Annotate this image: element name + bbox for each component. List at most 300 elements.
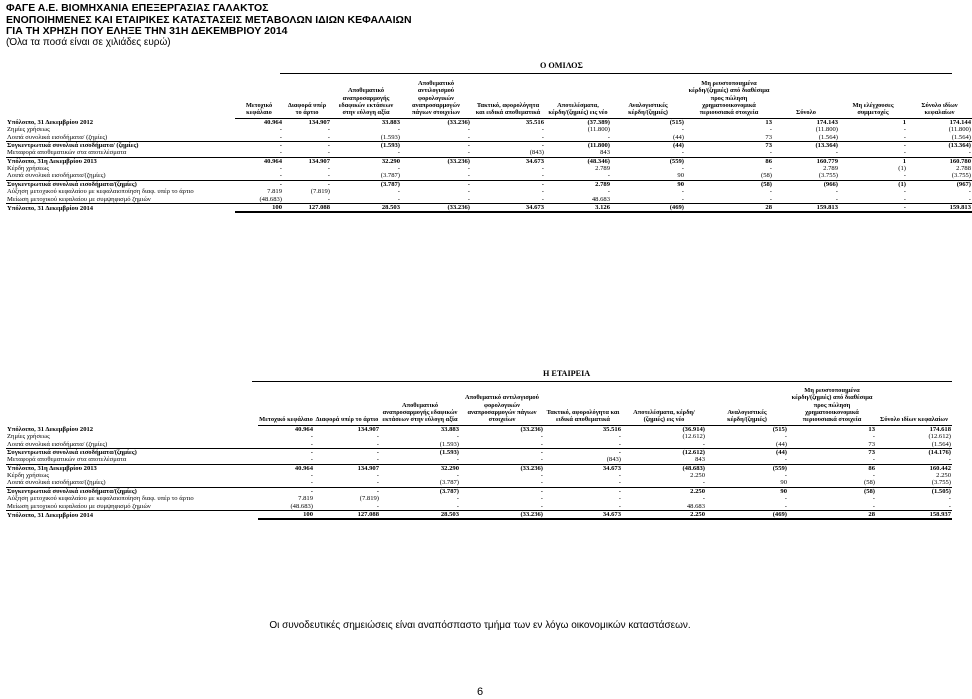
value-cell: - <box>456 495 459 503</box>
value-cell: (11.800) <box>815 126 838 134</box>
value-cell: (44) <box>611 134 685 142</box>
value-cell: 28.503 <box>380 510 460 519</box>
value-cell: 13 <box>765 118 772 126</box>
value-cell: - <box>467 141 470 149</box>
value-cell: - <box>706 503 788 511</box>
value-cell: - <box>401 172 471 180</box>
value-cell: - <box>784 495 787 503</box>
column-header: Μετοχικό κεφάλαιο <box>235 80 283 118</box>
value-cell: - <box>258 441 314 449</box>
row-label: Αύξηση μετοχικού κεφαλαίου με κεφαλαιοποίηση διαφ. υπέρ το άρτιο <box>7 495 194 503</box>
value-cell: - <box>401 149 471 157</box>
value-cell: (36.914) <box>682 425 705 433</box>
value-cell: - <box>618 448 621 456</box>
value-cell: 1 <box>902 118 906 126</box>
value-cell: - <box>618 487 621 495</box>
value-cell: 127.088 <box>283 203 331 212</box>
table-row <box>6 180 972 188</box>
value-cell: 100 <box>235 203 283 212</box>
value-cell: 127.088 <box>314 510 380 519</box>
row-label: Λοιπά συνολικά εισοδήματα/(ζημίες) <box>6 172 235 180</box>
value-cell: - <box>283 149 331 157</box>
row-label: Λοιπά συνολικά εισοδήματα/ (ζημίες) <box>6 134 235 142</box>
value-cell: 34.673 <box>602 464 621 472</box>
value-cell: - <box>540 487 543 495</box>
column-header: Τακτικό, αφορολόγητα και ειδικά αποθεματικά <box>471 80 545 118</box>
value-cell: (48.346) <box>587 157 610 165</box>
value-cell: (3.787) <box>380 479 460 487</box>
value-cell: (1.593) <box>439 448 459 456</box>
value-cell: 174.618 <box>929 425 951 433</box>
value-cell: 160.780 <box>949 157 971 165</box>
value-cell: 134.907 <box>357 425 379 433</box>
value-cell: - <box>769 126 772 134</box>
value-cell: - <box>903 188 906 196</box>
value-cell: - <box>685 149 773 157</box>
value-cell: (3.755) <box>876 479 952 487</box>
value-cell: 159.813 <box>773 203 839 212</box>
value-cell: - <box>611 149 685 157</box>
value-cell: 73 <box>765 141 772 149</box>
value-cell: (33.236) <box>460 510 544 519</box>
value-cell: 34.673 <box>525 157 544 165</box>
table-row <box>6 448 952 456</box>
value-cell: - <box>773 196 839 204</box>
value-cell: 86 <box>765 157 772 165</box>
value-cell: 90 <box>611 172 685 180</box>
value-cell: (33.236) <box>401 203 471 212</box>
row-label: Αύξηση μετοχικού κεφαλαίου με κεφαλαιοποίηση διαφ. υπέρ το άρτιο <box>7 188 194 196</box>
value-cell: - <box>769 188 772 196</box>
value-cell: 160.442 <box>929 464 951 472</box>
table-row <box>6 203 972 212</box>
value-cell: 86 <box>868 464 875 472</box>
value-cell: - <box>968 188 971 196</box>
value-cell: - <box>314 503 380 511</box>
value-cell: 33.883 <box>381 118 400 126</box>
value-cell: (1) <box>898 180 906 188</box>
value-cell: 40.964 <box>294 425 313 433</box>
value-cell: 3.126 <box>545 203 611 212</box>
value-cell: - <box>235 149 283 157</box>
value-cell: 32.290 <box>440 464 459 472</box>
value-cell: 35.516 <box>525 118 544 126</box>
value-cell: 2.250 <box>690 487 705 495</box>
value-cell: (33.236) <box>520 464 543 472</box>
value-cell: - <box>839 196 907 204</box>
value-cell: - <box>607 188 610 196</box>
row-label: Συγκεντρωτικά συνολικά εισοδήματα/(ζημίες) <box>7 448 137 456</box>
value-cell: - <box>235 172 283 180</box>
value-cell: 843 <box>545 149 611 157</box>
value-cell: - <box>784 433 787 441</box>
value-cell: (44) <box>673 141 684 149</box>
value-cell: 100 <box>258 510 314 519</box>
value-cell: - <box>310 448 313 456</box>
value-cell: (3.755) <box>907 172 972 180</box>
value-cell: - <box>460 503 544 511</box>
value-cell: (967) <box>956 180 971 188</box>
value-cell: - <box>376 487 379 495</box>
value-cell: - <box>545 172 611 180</box>
table-row <box>6 487 952 495</box>
value-cell: (11.800) <box>587 126 610 134</box>
value-cell: (48.683) <box>235 196 283 204</box>
column-header: Μη ελέγχουσες συμμετοχές <box>839 80 907 118</box>
value-cell: - <box>541 126 544 134</box>
value-cell: - <box>618 433 621 441</box>
value-cell: - <box>611 196 685 204</box>
page-number: 6 <box>476 686 484 698</box>
table-row <box>6 188 972 195</box>
value-cell: 90 <box>706 479 788 487</box>
value-cell: (44) <box>706 441 788 449</box>
table-row <box>6 456 952 464</box>
value-cell: (515) <box>669 118 684 126</box>
currency-note: (Όλα τα ποσά είναι σε χιλιάδες ευρώ) <box>6 37 171 48</box>
value-cell: 2.250 <box>622 510 706 519</box>
header-spacer <box>6 387 258 425</box>
group-section-rule <box>280 73 952 74</box>
value-cell: (58) <box>788 479 876 487</box>
value-cell: (48.683) <box>258 503 314 511</box>
value-cell: 2.250 <box>936 472 951 480</box>
row-label: Κέρδη χρήσεως <box>7 472 49 480</box>
value-cell: - <box>235 134 283 142</box>
value-cell: - <box>681 126 684 134</box>
value-cell: - <box>258 456 314 464</box>
value-cell: 28.503 <box>331 203 401 212</box>
value-cell: (3.755) <box>773 172 839 180</box>
table-row <box>6 433 952 440</box>
value-cell: - <box>773 149 839 157</box>
row-label: Μείωση μετοχικού κεφαλαίου με συμψηφισμό ζημιών <box>6 196 235 204</box>
row-label: Υπόλοιπο, 31η Δεκεμβρίου 2013 <box>7 157 97 165</box>
column-header: Μη ρευστοποιημένα κέρδη/(ζημιές) από διαθέσιμα προς πώληση χρηματοοικονομικά περιουσιακά στοιχεία <box>685 80 773 118</box>
row-label: Ζημίες χρήσεως <box>7 433 50 441</box>
value-cell: (33.236) <box>447 118 470 126</box>
value-cell: - <box>907 196 972 204</box>
value-cell: - <box>327 180 330 188</box>
value-cell: 134.907 <box>357 464 379 472</box>
value-cell: - <box>545 134 611 142</box>
value-cell: - <box>948 495 951 503</box>
value-cell: - <box>283 196 331 204</box>
value-cell: 28 <box>685 203 773 212</box>
value-cell: - <box>544 503 622 511</box>
value-cell: - <box>397 165 400 173</box>
value-cell: 90 <box>677 180 684 188</box>
table-row <box>6 441 952 449</box>
value-cell: - <box>471 196 545 204</box>
column-header: Μετοχικό κεφάλαιο <box>258 387 314 425</box>
value-cell: 34.673 <box>544 510 622 519</box>
column-header: Διαφορά υπέρ το άρτιο <box>314 387 380 425</box>
value-cell: (515) <box>772 425 787 433</box>
column-header: Αποτελέσματα, κέρδη/ (ζημιές) εις νέο <box>622 387 706 425</box>
value-cell: (1.564) <box>773 134 839 142</box>
value-cell: - <box>376 472 379 480</box>
value-cell: - <box>397 188 400 196</box>
table-row <box>6 464 952 472</box>
header-spacer <box>6 80 235 118</box>
value-cell: - <box>876 503 952 511</box>
value-cell: - <box>467 180 470 188</box>
value-cell: 843 <box>622 456 706 464</box>
table-row <box>6 141 972 149</box>
company-equity-table <box>6 387 952 520</box>
table-row <box>6 126 972 133</box>
value-cell: (469) <box>611 203 685 212</box>
value-cell: 2.250 <box>690 472 705 480</box>
value-cell: 174.144 <box>949 118 971 126</box>
group-equity-table <box>6 80 972 213</box>
company-section-title: Η ΕΤΑΙΡΕΙΑ <box>543 369 591 378</box>
value-cell: - <box>685 196 773 204</box>
value-cell: - <box>540 433 543 441</box>
column-header: Αναλογιστικές κέρδη/(ζημιές) <box>611 80 685 118</box>
table-row <box>6 172 972 180</box>
value-cell: - <box>622 479 706 487</box>
value-cell: - <box>279 165 282 173</box>
value-cell: - <box>314 479 380 487</box>
value-cell: (11.800) <box>948 126 971 134</box>
value-cell: - <box>310 433 313 441</box>
value-cell: 1 <box>902 157 906 165</box>
value-cell: - <box>540 495 543 503</box>
table-row <box>6 472 952 479</box>
value-cell: - <box>279 180 282 188</box>
value-cell: - <box>279 126 282 134</box>
value-cell: - <box>618 472 621 480</box>
statement-period: ΓΙΑ ΤΗ ΧΡΗΣΗ ΠΟΥ ΕΛΗΞΕ ΤΗΝ 31Η ΔΕΚΕΜΒΡΙΟΥ 2014 <box>6 25 288 37</box>
row-label: Συγκεντρωτικά συνολικά εισοδήματα/(ζημίες) <box>7 180 137 188</box>
value-cell: (58) <box>761 180 772 188</box>
value-cell: (1) <box>898 165 906 173</box>
value-cell: (843) <box>544 456 622 464</box>
value-cell: 35.516 <box>602 425 621 433</box>
value-cell: - <box>839 134 907 142</box>
value-cell: 73 <box>685 134 773 142</box>
value-cell: - <box>872 433 875 441</box>
value-cell: (3.787) <box>380 180 400 188</box>
row-label: Λοιπά συνολικά εισοδήματα/ (ζημίες) <box>6 441 258 449</box>
value-cell: - <box>376 448 379 456</box>
value-cell: 48.683 <box>622 503 706 511</box>
row-label: Λοιπά συνολικά εισοδήματα/(ζημίες) <box>6 479 258 487</box>
value-cell: 32.290 <box>381 157 400 165</box>
value-cell: (44) <box>776 448 787 456</box>
value-cell: - <box>327 141 330 149</box>
table-row <box>6 118 972 126</box>
value-cell: 158.937 <box>876 510 952 519</box>
value-cell: 134.907 <box>308 157 330 165</box>
table-row <box>6 425 952 433</box>
value-cell: (1.564) <box>907 134 972 142</box>
value-cell: 160.779 <box>816 157 838 165</box>
value-cell: - <box>541 165 544 173</box>
value-cell: - <box>314 456 380 464</box>
value-cell: (13.364) <box>815 141 838 149</box>
row-label: Υπόλοιπο, 31 Δεκεμβρίου 2014 <box>7 511 94 519</box>
value-cell: - <box>903 126 906 134</box>
row-label: Υπόλοιπο, 31 Δεκεμβρίου 2012 <box>7 425 94 433</box>
value-cell: - <box>541 180 544 188</box>
column-header: Διαφορά υπέρ το άρτιο <box>283 80 331 118</box>
value-cell: - <box>467 126 470 134</box>
value-cell: 48.683 <box>545 196 611 204</box>
value-cell: - <box>467 188 470 196</box>
value-cell: - <box>541 141 544 149</box>
value-cell: (1.593) <box>380 141 400 149</box>
value-cell: - <box>872 495 875 503</box>
value-cell: 90 <box>780 487 787 495</box>
column-header: Τακτικό, αφορολόγητα και ειδικά αποθεματικά <box>544 387 622 425</box>
value-cell: 2.789 <box>595 165 610 173</box>
value-cell: - <box>471 134 545 142</box>
footer-note: Οι συνοδευτικές σημειώσεις είναι αναπόσπαστο τμήμα των εν λόγω οικονομικών καταστάσεων. <box>269 620 691 631</box>
column-header: Σύνολο ιδίων κεφαλαίων <box>876 387 952 425</box>
value-cell: - <box>907 149 972 157</box>
value-cell: (58) <box>864 487 875 495</box>
value-cell: (11.800) <box>587 141 610 149</box>
value-cell: - <box>471 172 545 180</box>
value-cell: - <box>544 441 622 449</box>
value-cell: - <box>401 196 471 204</box>
value-cell: - <box>540 472 543 480</box>
value-cell: - <box>331 196 401 204</box>
value-cell: (1.505) <box>931 487 951 495</box>
value-cell: 73 <box>788 441 876 449</box>
value-cell: - <box>622 441 706 449</box>
value-cell: 159.813 <box>907 203 972 212</box>
company-section-rule <box>252 381 952 382</box>
value-cell: (1.593) <box>331 134 401 142</box>
value-cell: - <box>706 456 788 464</box>
value-cell: - <box>456 433 459 441</box>
table-row <box>6 495 952 502</box>
value-cell: (12.612) <box>682 433 705 441</box>
value-cell: - <box>903 141 906 149</box>
table-row <box>6 134 972 142</box>
value-cell: - <box>784 472 787 480</box>
value-cell: (1.593) <box>380 441 460 449</box>
column-header: Αποθεματικό αναπροσαρμογής εδαφικών εκτάσεων στην εύλογη αξία <box>380 387 460 425</box>
table-row <box>6 165 972 172</box>
value-cell: (559) <box>772 464 787 472</box>
table-row <box>6 149 972 157</box>
value-cell: - <box>279 141 282 149</box>
column-header: Αναλογιστικές κέρδη/(ζημιές) <box>706 387 788 425</box>
value-cell: 2.788 <box>956 165 971 173</box>
value-cell: (12.612) <box>682 448 705 456</box>
value-cell: 134.907 <box>308 118 330 126</box>
value-cell: (559) <box>669 157 684 165</box>
value-cell: (966) <box>823 180 838 188</box>
value-cell: - <box>872 472 875 480</box>
row-label: Κέρδη χρήσεως <box>7 165 49 173</box>
value-cell: - <box>540 448 543 456</box>
value-cell: - <box>460 479 544 487</box>
value-cell: - <box>380 456 460 464</box>
value-cell: - <box>839 172 907 180</box>
value-cell: - <box>397 126 400 134</box>
value-cell: (3.787) <box>439 487 459 495</box>
value-cell: - <box>460 441 544 449</box>
column-header: Αποθεματικό αντιλογισμού φορολογικών αναπροσαρμογών πάγιων στοιχείων <box>401 80 471 118</box>
column-header: Αποτελέσματα, κέρδη/(ζημιές) εις νέο <box>545 80 611 118</box>
column-header: Αποθεματικό αντιλογισμού φορολογικών αναπροσαρμογών πάγιων στοιχείων <box>460 387 544 425</box>
value-cell: - <box>283 172 331 180</box>
value-cell: - <box>769 165 772 173</box>
row-label: Συγκεντρωτικά συνολικά εισοδήματα/ (ζημίες) <box>7 141 139 149</box>
value-cell: - <box>876 456 952 464</box>
value-cell: - <box>839 149 907 157</box>
table-row <box>6 196 972 204</box>
value-cell: - <box>702 495 705 503</box>
value-cell: (3.787) <box>331 172 401 180</box>
value-cell: (14.176) <box>928 448 951 456</box>
value-cell: 40.964 <box>294 464 313 472</box>
value-cell: (843) <box>471 149 545 157</box>
value-cell: 40.964 <box>263 118 282 126</box>
value-cell: - <box>839 203 907 212</box>
value-cell: (48.683) <box>682 464 705 472</box>
value-cell: 34.673 <box>471 203 545 212</box>
value-cell: - <box>331 149 401 157</box>
row-label: Υπόλοιπο, 31η Δεκεμβρίου 2013 <box>7 464 97 472</box>
value-cell: - <box>835 188 838 196</box>
value-cell: - <box>456 472 459 480</box>
value-cell: 73 <box>868 448 875 456</box>
value-cell: - <box>310 472 313 480</box>
value-cell: 13 <box>868 425 875 433</box>
table-row <box>6 510 952 519</box>
value-cell: - <box>467 165 470 173</box>
value-cell: (37.389) <box>587 118 610 126</box>
row-label: Συγκεντρωτικά συνολικά εισοδήματα/(ζημίες) <box>7 487 137 495</box>
value-cell: - <box>401 134 471 142</box>
value-cell: - <box>327 165 330 173</box>
column-header: Αποθεματικό αναπροσαρμογής εδαφικών εκτάσεων στην εύλογη αξία <box>331 80 401 118</box>
table-row <box>6 479 952 487</box>
group-section-title: Ο ΟΜΙΛΟΣ <box>540 61 583 70</box>
column-header: Σύνολο <box>773 80 839 118</box>
value-cell: (58) <box>685 172 773 180</box>
value-cell: - <box>788 503 876 511</box>
row-label: Μεταφορά αποθεματικών στα αποτελέσματα <box>6 456 258 464</box>
value-cell: 7.819 <box>298 495 313 503</box>
value-cell: (1.564) <box>876 441 952 449</box>
row-label: Υπόλοιπο, 31 Δεκεμβρίου 2014 <box>7 204 94 212</box>
value-cell: - <box>314 441 380 449</box>
row-label: Υπόλοιπο, 31 Δεκεμβρίου 2012 <box>7 118 94 126</box>
value-cell: - <box>380 503 460 511</box>
value-cell: (469) <box>706 510 788 519</box>
value-cell: (12.612) <box>928 433 951 441</box>
value-cell: - <box>618 495 621 503</box>
value-cell: - <box>681 188 684 196</box>
table-row <box>6 157 972 165</box>
company-name: ΦΑΓΕ Α.Ε. ΒΙΟΜΗΧΑΝΙΑ ΕΠΕΞΕΡΓΑΣΙΑΣ ΓΑΛΑΚΤΟΣ <box>6 2 269 14</box>
value-cell: 7.819 <box>267 188 282 196</box>
value-cell: (7.819) <box>310 188 330 196</box>
value-cell: - <box>327 126 330 134</box>
value-cell: (33.236) <box>520 425 543 433</box>
value-cell: - <box>376 433 379 441</box>
value-cell: 33.883 <box>440 425 459 433</box>
row-label: Ζημίες χρήσεως <box>7 126 50 134</box>
